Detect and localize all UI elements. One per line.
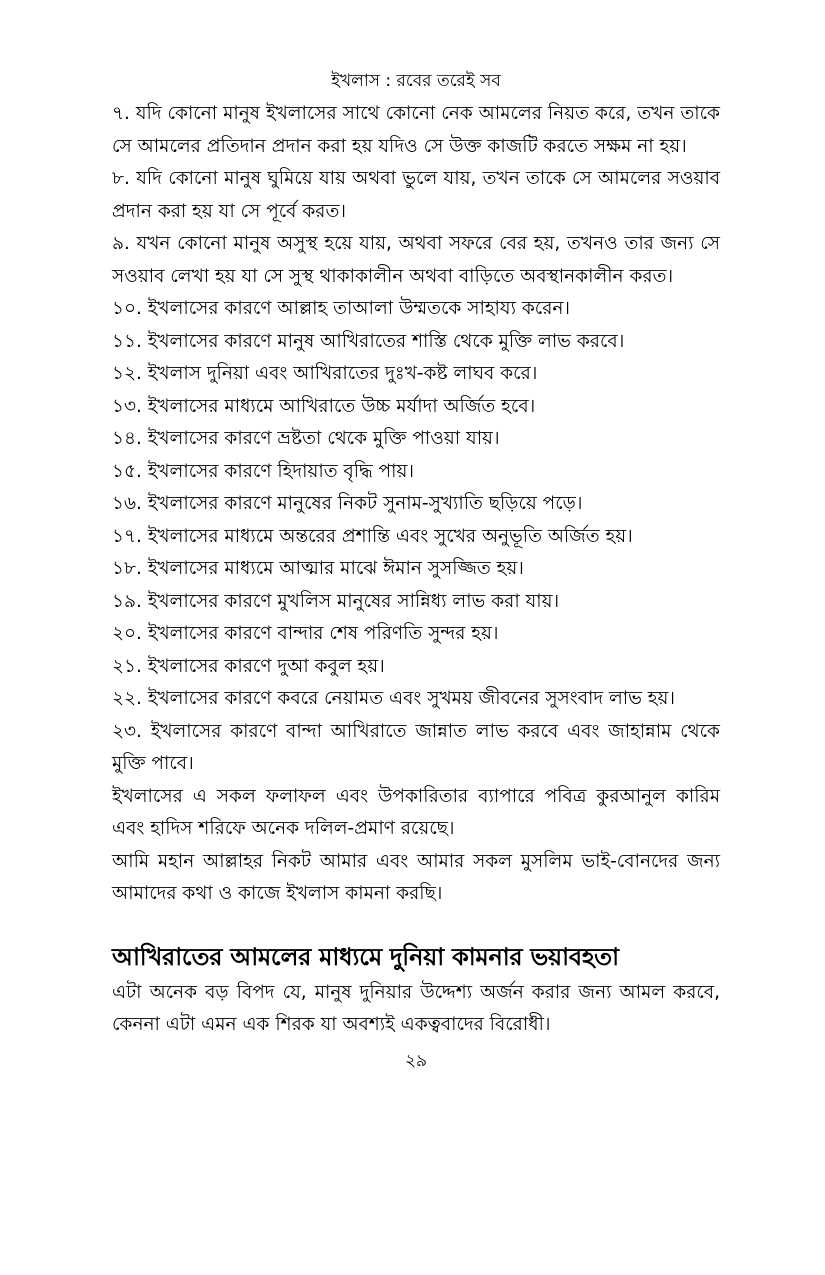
list-item: ১৬. ইখলাসের কারণে মানুষের নিকট সুনাম-সুখ্যাতি ছড়িয়ে পড়ে। [112,493,583,514]
section-body: এটা অনেক বড় বিপদ যে, মানুষ দুনিয়ার উদ্দেশ্য অর্জন করার জন্য আমল করবে, কেননা এটা এমন এক শিরক যা অবশ্যই একত্ববাদের বিরোধী। [112,981,720,1035]
running-header: ইখলাস : রবের তরেই সব [331,71,501,91]
list-item: ১৭. ইখলাসের মাধ্যমে অন্তরের প্রশান্তি এবং সুখের অনুভূতি অর্জিত হয়। [112,525,633,547]
list-item: ১৯. ইখলাসের কারণে মুখলিস মানুষের সান্নিধ্য লাভ করা যায়। [112,590,560,612]
book-page [112,70,720,1072]
benefits-list [112,98,720,781]
list-item: ৭. যদি কোনো মানুষ ইখলাসের সাথে কোনো নেক আমলের নিয়ত করে, তখন তাকে সে আমলের প্রতিদান প্রদান করা হয় যদিও সে উক্ত কাজটি করতে সক্ষম না হয়। [112,103,720,157]
list-item: ১১. ইখলাসের কারণে মানুষ আখিরাতের শাস্তি থেকে মুক্তি লাভ করবে। [112,330,625,352]
list-item: ২২. ইখলাসের কারণে কবরে নেয়ামত এবং সুখময় জীবনের সুসংবাদ লাভ হয়। [112,688,676,709]
paragraph-prayer: আমি মহান আল্লাহর নিকট আমার এবং আমার সকল মুসলিম ভাই-বোনদের জন্য আমাদের কথা ও কাজে ইখলাস কামনা করছি। [112,850,720,904]
list-item: ২৩. ইখলাসের কারণে বান্দা আখিরাতে জান্নাত লাভ করবে এবং জাহান্নাম থেকে মুক্তি পাবে। [112,720,720,774]
list-item: ১৮. ইখলাসের মাধ্যমে আত্মার মাঝে ঈমান সুসজ্জিত হয়। [112,558,524,579]
section-heading: আখিরাতের আমলের মাধ্যমে দুনিয়া কামনার ভয়াবহতা [112,942,619,971]
list-item: ২০. ইখলাসের কারণে বান্দার শেষ পরিণতি সুন্দর হয়। [112,623,499,644]
page-number: ২৯ [404,1050,428,1071]
list-item: ১৫. ইখলাসের কারণে হিদায়াত বৃদ্ধি পায়। [112,460,414,482]
list-item: ২১. ইখলাসের কারণে দুআ কবুল হয়। [112,655,385,677]
list-item: ৯. যখন কোনো মানুষ অসুস্থ হয়ে যায়, অথবা সফরে বের হয়, তখনও তার জন্য সে সওয়াব লেখা হয় যা সে সুস্থ থাকাকালীন অথবা বাড়িতে অবস্থানকালীন করত। [112,233,720,287]
list-item: ১২. ইখলাস দুনিয়া এবং আখিরাতের দুঃখ-কষ্ট লাঘব করে। [112,363,538,384]
list-item: ৮. যদি কোনো মানুষ ঘুমিয়ে যায় অথবা ভুলে যায়, তখন তাকে সে আমলের সওয়াব প্রদান করা হয় যা সে পূর্বে করত। [112,168,720,222]
list-item: ১৪. ইখলাসের কারণে ভ্রষ্টতা থেকে মুক্তি পাওয়া যায়। [112,428,500,449]
list-item: ১০. ইখলাসের কারণে আল্লাহ তাআলা উম্মতকে সাহায্য করেন। [112,298,571,319]
list-item: ১৩. ইখলাসের মাধ্যমে আখিরাতে উচ্চ মর্যাদা অর্জিত হবে। [112,395,536,417]
paragraph-evidence: ইখলাসের এ সকল ফলাফল এবং উপকারিতার ব্যাপারে পবিত্র কুরআনুল কারিম এবং হাদিস শরিফে অনেক দলিল-প্রমাণ রয়েছে। [112,785,720,839]
